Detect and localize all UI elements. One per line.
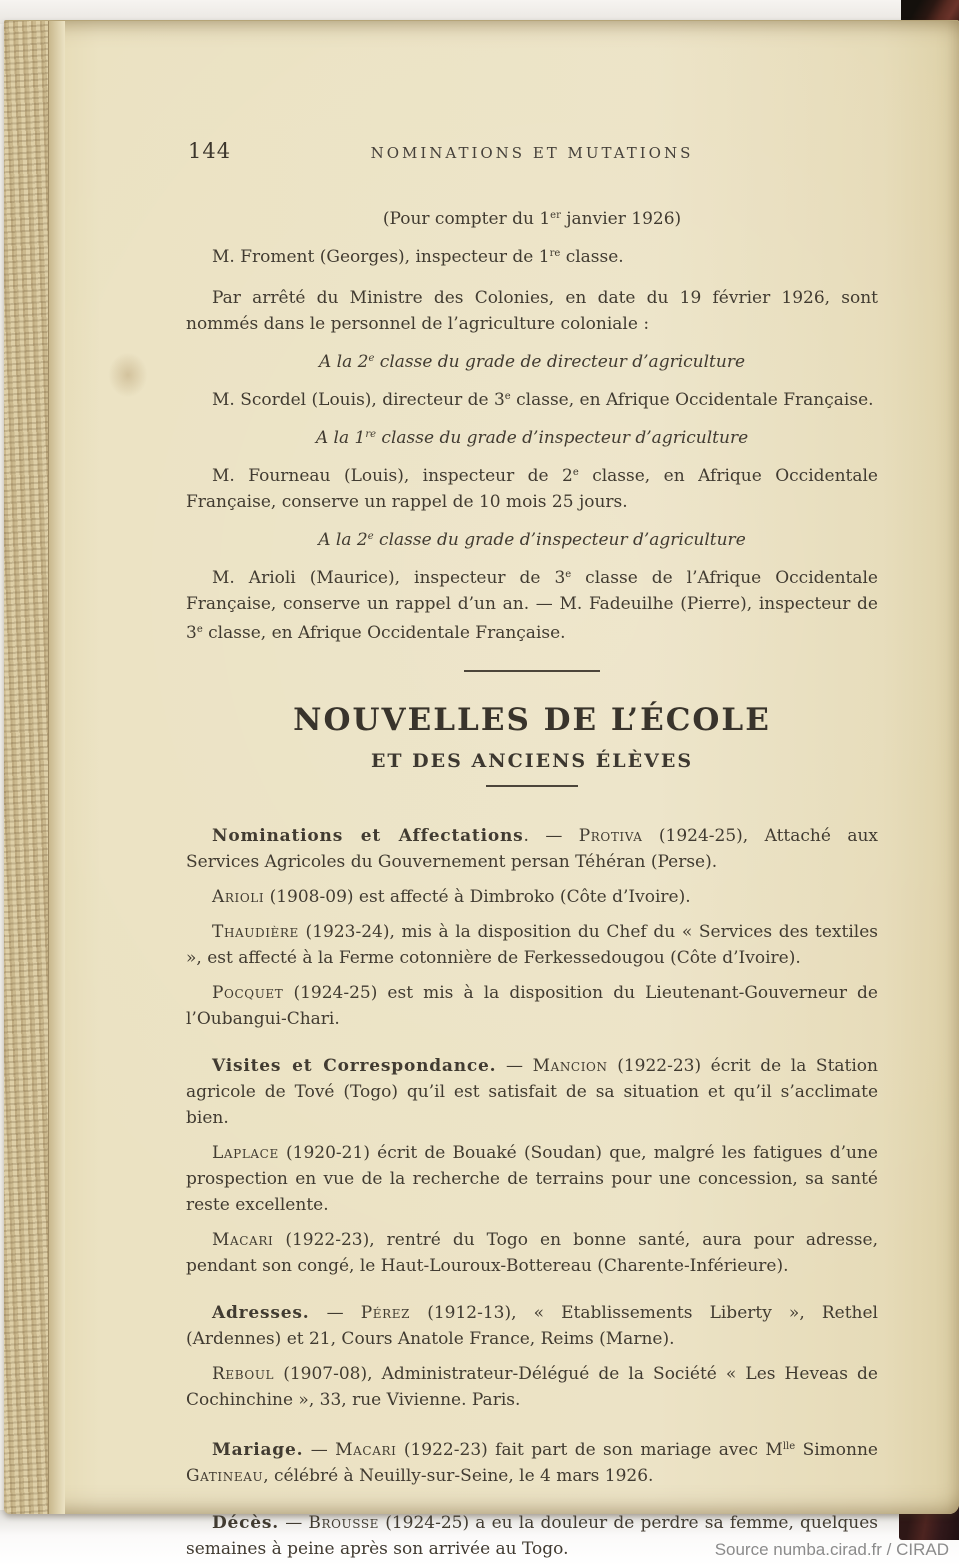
front-paragraph: [186, 460, 878, 515]
text-segment: janvier 1926): [560, 209, 682, 229]
superscript: re: [365, 429, 377, 440]
text-segment: M. Froment (Georges), inspecteur de 1: [212, 247, 550, 267]
text-segment: classe du grade d’inspecteur d’agriculture: [373, 530, 746, 550]
news-item: [186, 1300, 878, 1352]
news-item: [186, 884, 878, 910]
alumnus-name: Mancion: [532, 1056, 608, 1076]
text-segment: A la 2: [318, 352, 369, 372]
text-segment: (Pour compter du 1: [382, 209, 551, 229]
text-segment: (1920-21) écrit de Bouaké (Soudan) que, malgré les fatigues d’une prospection en vue de la recherche de terrains pour une concession, sa santé reste excellente.: [186, 1143, 878, 1215]
text-segment: (1924-25), Attaché aux Services Agricoles du Gouvernement persan Téhéran (Perse).: [186, 826, 878, 872]
subtitle-rule: [486, 785, 578, 787]
text-segment: classe du grade de directeur d’agriculture: [374, 352, 746, 372]
front-paragraph: [186, 562, 878, 646]
text-segment: (1922-23), rentré du Togo en bonne santé, aura pour adresse, pendant son congé, le Haut-Louroux-Bottereau (Charente-Inférieure).: [186, 1230, 878, 1276]
text-segment: M. Arioli (Maurice), inspecteur de 3: [212, 568, 566, 588]
front-paragraph: [186, 203, 878, 232]
page-crease: [49, 21, 65, 1514]
news-item: [186, 1434, 878, 1489]
section-heading: Nominations et Affectations: [212, 826, 524, 846]
text-segment: A la 1: [315, 428, 366, 448]
page-content: [186, 139, 878, 1566]
news-item: [186, 1227, 878, 1279]
text-segment: —: [279, 1513, 309, 1533]
text-segment: M. Scordel (Louis), directeur de 3: [212, 390, 505, 410]
news-item: [186, 919, 878, 971]
text-segment: classe, en Afrique Occidentale Française.: [510, 390, 874, 410]
alumnus-name: Macari: [335, 1440, 397, 1460]
text-segment: Simonne: [795, 1440, 878, 1460]
news-item: [186, 1140, 878, 1218]
front-paragraph: [186, 346, 878, 375]
text-segment: (1922-23) fait part de son mariage avec M: [396, 1440, 783, 1460]
front-paragraph: [186, 524, 878, 553]
alumnus-name: Brousse: [308, 1513, 380, 1533]
text-segment: (1907-08), Administrateur-Délégué de la Société « Les Heveas de Cochinchine », 33, rue Vivienne. Paris.: [186, 1364, 878, 1410]
text-segment: (1924-25) a eu la douleur de perdre sa femme, quelques semaines à peine après son arrivée au Togo.: [186, 1513, 878, 1559]
text-segment: (1922-23) écrit de la Station agricole de Tové (Togo) qu’il est satisfait de sa situation et qu’il s’acclimate bien.: [186, 1056, 878, 1128]
text-segment: A la 2: [318, 530, 368, 550]
news-item: [186, 1361, 878, 1413]
text-segment: , célébré à Neuilly-sur-Seine, le 4 mars 1926.: [263, 1466, 654, 1486]
superscript: e: [367, 531, 374, 542]
news-paragraphs: [186, 823, 878, 1562]
news-item: [186, 980, 878, 1032]
text-segment: (1924-25) est mis à la disposition du Lieutenant-Gouverneur de l’Oubangui-Chari.: [186, 983, 878, 1029]
alumnus-name: Pocquet: [212, 983, 284, 1003]
alumnus-name: Laplace: [212, 1143, 279, 1163]
front-paragraph: [186, 422, 878, 451]
text-segment: classe.: [560, 247, 624, 267]
section-title: NOUVELLES DE L’ÉCOLE: [293, 702, 771, 738]
superscript: e: [504, 391, 511, 402]
superscript: re: [549, 248, 561, 259]
source-credit: Source numba.cirad.fr / CIRAD: [714, 1540, 949, 1559]
superscript: lle: [782, 1441, 796, 1452]
text-segment: —: [309, 1303, 361, 1323]
alumnus-name: Arioli: [212, 887, 265, 907]
page-number: 144: [188, 139, 232, 163]
alumnus-name: Thaudière: [212, 922, 299, 942]
alumnus-name: Pérez: [360, 1303, 411, 1323]
paper-stain: [100, 343, 156, 407]
text-segment: classe, en Afrique Occidentale Française.: [202, 623, 566, 643]
section-heading: Mariage.: [212, 1440, 304, 1460]
text-segment: classe du grade d’inspecteur d’agriculture: [376, 428, 749, 448]
text-segment: Par arrêté du Ministre des Colonies, en date du 19 février 1926, sont nommés dans le personnel de l’agriculture coloniale :: [186, 288, 878, 334]
alumnus-name: Protiva: [578, 826, 643, 846]
superscript: e: [565, 569, 572, 580]
section-heading: Visites et Correspondance.: [212, 1056, 497, 1076]
text-segment: M. Fourneau (Louis), inspecteur de 2: [212, 466, 573, 486]
alumnus-name: Reboul: [212, 1364, 275, 1384]
superscript: e: [196, 624, 203, 635]
text-segment: —: [496, 1056, 533, 1076]
front-paragraph: [186, 241, 878, 270]
text-segment: (1923-24), mis à la disposition du Chef du « Services des textiles », est affecté à la Ferme cotonnière de Ferkessedougou (Côte d’Ivoire).: [186, 922, 878, 968]
alumnus-name: Gatineau: [186, 1466, 264, 1486]
section-subtitle: ET DES ANCIENS ÉLÈVES: [370, 750, 694, 772]
front-paragraph: [186, 384, 878, 413]
text-segment: classe, en Afrique Occidentale Française, conserve un rappel de 10 mois 25 jours.: [186, 466, 878, 512]
text-segment: . —: [523, 826, 579, 846]
front-paragraph: [186, 285, 878, 337]
separator-rule: [464, 670, 600, 672]
superscript: er: [550, 210, 561, 221]
text-segment: classe de l’Afrique Occidentale Française, conserve un rappel d’un an. — M. Fadeuilhe (Pierre), inspecteur de 3: [186, 568, 878, 643]
news-item: [186, 823, 878, 875]
front-matter: [186, 203, 878, 646]
superscript: e: [368, 353, 375, 364]
news-item: [186, 1053, 878, 1131]
running-header: NOMINATIONS ET MUTATIONS: [370, 144, 694, 162]
page-edge-deckle: [4, 21, 49, 1514]
text-segment: (1912-13), « Etablissements Liberty », Rethel (Ardennes) et 21, Cours Anatole France, Reims (Marne).: [186, 1303, 878, 1349]
section-heading: Décès.: [212, 1513, 280, 1533]
section-heading: Adresses.: [212, 1303, 310, 1323]
page-header: [186, 139, 878, 169]
text-segment: —: [303, 1440, 336, 1460]
alumnus-name: Macari: [212, 1230, 274, 1250]
text-segment: (1908-09) est affecté à Dimbroko (Côte d’Ivoire).: [264, 887, 691, 907]
superscript: e: [572, 467, 579, 478]
